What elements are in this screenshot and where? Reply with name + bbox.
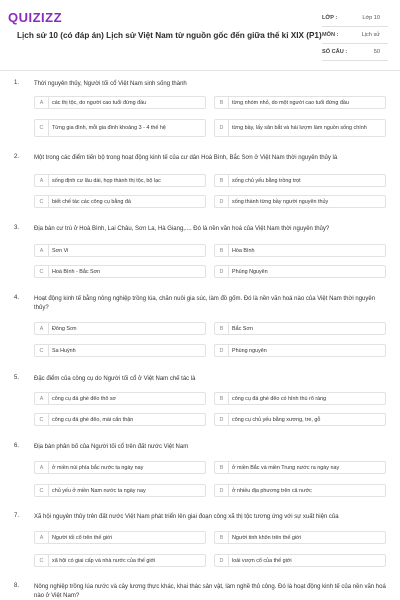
- question-number: 1.: [14, 80, 20, 86]
- option-text: biết chế tác các công cụ bằng đá: [52, 198, 131, 205]
- answer-option-c[interactable]: [34, 344, 206, 357]
- option-letter: D: [215, 485, 229, 496]
- option-letter: C: [35, 345, 49, 356]
- meta-value: 50: [373, 49, 380, 55]
- option-letter: C: [35, 266, 49, 277]
- answer-option-d[interactable]: [214, 195, 386, 208]
- option-text: từng nhóm nhỏ, do một người cao tuổi đứng đầu: [232, 99, 349, 106]
- question-number: 3.: [14, 225, 20, 231]
- option-letter: A: [35, 532, 49, 543]
- option-text: Hoà Bình - Bắc Sơn: [52, 268, 101, 275]
- option-text: công cụ chủ yếu bằng xương, tre, gỗ: [232, 416, 321, 423]
- option-letter: A: [35, 245, 49, 256]
- option-letter: A: [35, 175, 49, 186]
- question-number: 4.: [14, 295, 20, 301]
- option-text: Đông Sơn: [52, 325, 77, 332]
- option-letter: C: [35, 555, 49, 566]
- option-text: ở nhiều địa phương trên cả nước: [232, 487, 312, 494]
- option-text: Từng gia đình, mỗi gia đình khoảng 3 - 4 thế hệ: [52, 124, 166, 131]
- answer-option-b[interactable]: [214, 461, 386, 474]
- option-letter: B: [215, 393, 229, 404]
- option-text: Người tối cổ trên thế giới: [52, 534, 112, 541]
- question-text: Thời nguyên thủy, Người tối cổ Việt Nam sinh sống thành: [34, 81, 187, 87]
- meta-row-question-count: [322, 44, 388, 61]
- meta-row-class: [322, 10, 388, 27]
- option-letter: A: [35, 323, 49, 334]
- option-text: Hòa Bình: [232, 247, 255, 254]
- answer-option-b[interactable]: [214, 244, 386, 257]
- answer-option-c[interactable]: [34, 554, 206, 567]
- option-text: sống định cư lâu dài, họp thành thị tộc, bộ lạc: [52, 177, 161, 184]
- answer-option-c[interactable]: [34, 413, 206, 426]
- answer-option-c[interactable]: [34, 265, 206, 278]
- option-letter: D: [215, 120, 229, 136]
- meta-value: Lớp 10: [362, 15, 380, 21]
- option-text: Người tinh khôn trên thế giới: [232, 534, 301, 541]
- option-letter: D: [215, 414, 229, 425]
- answer-option-b[interactable]: [214, 392, 386, 405]
- answer-option-a[interactable]: [34, 322, 206, 335]
- question-text: Địa bàn cư trú ở Hoà Bình, Lai Châu, Sơn La, Hà Giang,.... Đó là nền văn hoá của Việt Nam thời nguyên thủy?: [34, 226, 330, 232]
- question-number: 5.: [14, 375, 20, 381]
- option-letter: A: [35, 393, 49, 404]
- meta-value: Lịch sử: [361, 32, 380, 38]
- answer-option-d[interactable]: [214, 265, 386, 278]
- answer-option-b[interactable]: [214, 322, 386, 335]
- question-text: Hoạt động kinh tế bằng nông nghiệp trồng lúa, chăn nuôi gia súc, làm đồ gốm. Đó là nền văn hoá nào của Việt Nam thời nguyên thủy?: [34, 296, 376, 311]
- answer-option-a[interactable]: [34, 174, 206, 187]
- option-text: sống chủ yếu bằng trồng trọt: [232, 177, 301, 184]
- option-letter: C: [35, 414, 49, 425]
- option-text: Bắc Sơn: [232, 325, 253, 332]
- question-number: 8.: [14, 583, 20, 589]
- answer-option-d[interactable]: [214, 344, 386, 357]
- option-text: Phùng Nguyên: [232, 268, 268, 275]
- meta-label: SỐ CÂU :: [322, 49, 348, 55]
- option-text: từng bầy, lấy săn bắt và hái lượm làm nguồn sống chính: [232, 124, 367, 131]
- answer-option-b[interactable]: [214, 531, 386, 544]
- option-text: Phùng nguyên: [232, 347, 267, 354]
- option-text: các thị tộc, do người cao tuổi đứng đầu: [52, 99, 147, 106]
- answer-option-b[interactable]: [214, 96, 386, 109]
- question-number: 2.: [14, 154, 20, 160]
- option-letter: C: [35, 120, 49, 136]
- meta-row-subject: [322, 27, 388, 44]
- answer-option-d[interactable]: [214, 484, 386, 497]
- answer-option-c[interactable]: [34, 195, 206, 208]
- option-letter: B: [215, 245, 229, 256]
- question-number: 7.: [14, 513, 20, 519]
- option-text: ở miền Bắc và miền Trung nước ra ngày nay: [232, 464, 340, 471]
- quizizz-logo[interactable]: QUIZIZZ: [8, 10, 63, 25]
- option-text: Sa Huỳnh: [52, 347, 76, 354]
- option-letter: A: [35, 97, 49, 108]
- page-title: Lịch sử 10 (có đáp án) Lịch sử Việt Nam từ nguồn gốc đến giữa thế kỉ XIX (P1): [17, 31, 322, 40]
- option-text: Sơn Vi: [52, 247, 69, 254]
- question-text: Một trong các điểm tiến bộ trong hoạt động kinh tế của cư dân Hoà Bình, Bắc Sơn ở Việt Nam thời nguyên thủy là: [34, 155, 338, 161]
- option-letter: D: [215, 266, 229, 277]
- meta-label: MÔN :: [322, 32, 339, 38]
- answer-option-a[interactable]: [34, 244, 206, 257]
- option-letter: B: [215, 323, 229, 334]
- question-text: Nông nghiệp trồng lúa nước và cây lương thực khác, khai thác sản vật, làm nghề thủ công. Đó là hoạt động kinh tế của nền văn hoá nào ở Việt Nam?: [34, 584, 386, 599]
- answer-option-d[interactable]: [214, 554, 386, 567]
- question-text: Địa bàn phân bố của Người tối cổ trên đất nước Việt Nam: [34, 444, 189, 450]
- option-text: công cụ đá ghè đẽo có hình thù rõ ràng: [232, 395, 327, 402]
- option-text: chủ yếu ở miền Nam nước ta ngày nay: [52, 487, 146, 494]
- option-text: công cụ đá ghè đẽo thô sơ: [52, 395, 117, 402]
- option-letter: D: [215, 196, 229, 207]
- option-text: ở miền núi phía bắc nước ta ngày nay: [52, 464, 144, 471]
- option-letter: B: [215, 175, 229, 186]
- option-text: xã hội có giai cấp và nhà nước của thế giới: [52, 557, 156, 564]
- option-letter: D: [215, 345, 229, 356]
- answer-option-a[interactable]: [34, 392, 206, 405]
- option-text: loài vượn cổ của thế giới: [232, 557, 292, 564]
- option-letter: B: [215, 532, 229, 543]
- answer-option-d[interactable]: [214, 119, 386, 137]
- answer-option-b[interactable]: [214, 174, 386, 187]
- meta-label: LỚP :: [322, 15, 338, 21]
- option-letter: B: [215, 97, 229, 108]
- answer-option-a[interactable]: [34, 531, 206, 544]
- option-text: sống thành từng bầy người nguyên thủy: [232, 198, 329, 205]
- worksheet-header: [0, 0, 400, 70]
- option-letter: B: [215, 462, 229, 473]
- question-text: Đặc điểm của công cụ do Người tối cổ ở Việt Nam chế tác là: [34, 376, 196, 382]
- answer-option-a[interactable]: [34, 96, 206, 109]
- meta-panel: [322, 10, 388, 61]
- answer-option-a[interactable]: [34, 461, 206, 474]
- option-letter: C: [35, 196, 49, 207]
- answer-option-c[interactable]: [34, 484, 206, 497]
- question-text: Xã hội nguyên thủy trên đất nước Việt Nam phát triển lên giai đoạn công xã thị tộc tương ứng với sự xuất hiện của: [34, 514, 339, 520]
- header-divider: [0, 70, 400, 71]
- question-number: 6.: [14, 443, 20, 449]
- answer-option-d[interactable]: [214, 413, 386, 426]
- option-text: công cụ đá ghè đẽo, mài cẩn thận: [52, 416, 134, 423]
- option-letter: D: [215, 555, 229, 566]
- option-letter: A: [35, 462, 49, 473]
- answer-option-c[interactable]: [34, 119, 206, 137]
- option-letter: C: [35, 485, 49, 496]
